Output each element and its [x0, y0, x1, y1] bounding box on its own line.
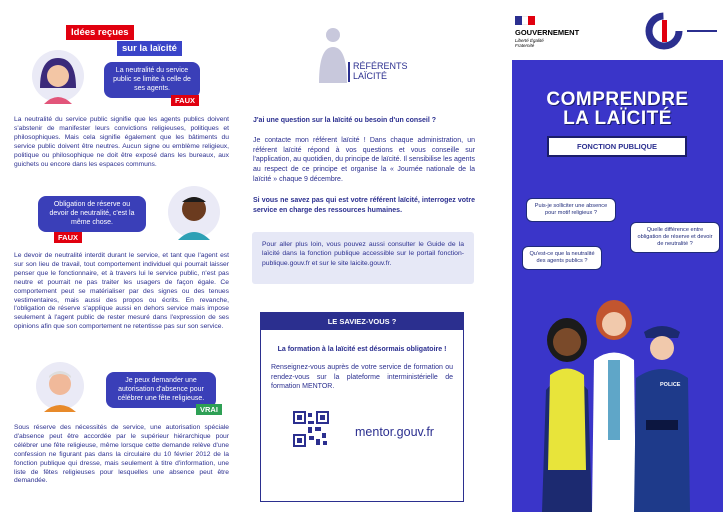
- verdict-2: FAUX: [54, 232, 82, 243]
- cover-subtitle: FONCTION PUBLIQUE: [547, 136, 687, 157]
- police-label: POLICE: [660, 382, 681, 388]
- characters-illustration: [522, 270, 717, 512]
- question-bubble-3: Qu'est-ce que la neutralité des agents publics ?: [522, 246, 602, 270]
- logo-line2: LAÏCITÉ: [353, 70, 388, 81]
- title-line1: COMPRENDRE: [546, 89, 689, 110]
- bubble-3: Je peux demander une autorisation d'absence pour célébrer une fête religieuse.: [106, 372, 216, 408]
- mentor-url[interactable]: mentor.gouv.fr: [355, 425, 434, 439]
- para-3: Sous réserve des nécessités de service, une autorisation spéciale d'absence peut être accordée par le supérieur hiérarchique pour célébrer une fête religieuse, même lorsque cette demande relève d'une confession ne figurant pas dans la circulaire du 10 février 2012 de la fonction publique qui dresse, mais seulement à titre d'information, une liste de fêtes religieuses pour lesquelles une absence peut être demandée.: [14, 424, 229, 485]
- cover-title: [512, 90, 723, 128]
- question-para: Je contacte mon référent laïcité ! Dans chaque administration, un référent laïcité répond à vos questions et vous conseille sur l'application, au quotidien, du principe de laïcité. Il sensibilise les agents au respect de ce principe et organise la « Journée nationale de la laïcité » chaque 9 décembre.: [253, 137, 475, 183]
- guide-text: Pour aller plus loin, vous pouvez aussi consulter le Guide de la laïcité dans la fonction publique accessible sur le portail fonction-publique.gouv.fr et sur le site laicite.gouv.fr.: [262, 241, 464, 267]
- police-character: [634, 326, 690, 512]
- woman-character: [542, 318, 592, 512]
- question-bubble-2: Quelle différence entre obligation de réserve et devoir de neutralité ?: [630, 222, 720, 253]
- logo-divider: [348, 62, 350, 82]
- man-avatar: [166, 184, 222, 240]
- guide-box: [252, 232, 474, 284]
- hr-note: Si vous ne savez pas qui est votre référent laïcité, interrogez votre service en charge des ressources humaines.: [253, 197, 475, 214]
- saviez-box: [260, 312, 464, 502]
- title-line2: LA LAÏCITÉ: [563, 108, 672, 129]
- saviez-bold: La formation à la laïcité est désormais obligatoire !: [277, 346, 447, 353]
- bubble-2: Obligation de réserve ou devoir de neutralité, c'est la même chose.: [38, 196, 146, 232]
- right-column: [495, 0, 725, 515]
- saviez-title: LE SAVIEZ-VOUS ?: [261, 313, 463, 330]
- bubble-1: La neutralité du service public se limite à celle de ses agents.: [104, 62, 200, 98]
- doctor-character: [592, 300, 636, 512]
- question-bubble-1: Puis-je solliciter une absence pour motif religieux ?: [526, 198, 616, 222]
- referents-logo: [353, 62, 408, 82]
- header-line1: Idées reçues: [66, 25, 134, 40]
- gov-title: GOUVERNEMENT: [515, 28, 580, 37]
- qr-code-icon: [293, 411, 329, 447]
- para-1: La neutralité du service public signifie que les agents publics doivent s'abstenir de manifester leurs convictions religieuses, politiques et philosophiques. Mais cela signifie également que les bâtiments du service public doivent être neutres. Aucun signe ou emblème religieux, politique ou philosophique ne doit être exposé dans les bureaux, aux guichets ou encore dans les espaces communs.: [14, 116, 229, 168]
- verdict-3: VRAI: [196, 404, 222, 415]
- middle-column: [240, 0, 485, 515]
- para-2: Le devoir de neutralité interdit durant le service, et tant que l'agent est sur son lieu de travail, tout comportement individuel qui pourrait laisser penser que le fonctionnaire, et à travers lui le service public, n'est pas neutre et pourrait ne pas traiter les usagers de façon égale. Ce comportement peut se matérialiser par des signes ou des tenues vestimentaires, mais aussi des propos ou écrits. En revanche, l'obligation de réserve s'applique aussi en dehors service mais impose seulement à l'agent public de rester mesuré dans l'expression de ses opinions afin que son comportement ne retentisse pas sur son service.: [14, 252, 229, 331]
- logo-caption-line: [687, 30, 717, 32]
- flag-icon: [515, 16, 535, 25]
- fonction-publique-logo-icon: [645, 12, 683, 50]
- verdict-1: FAUX: [171, 95, 199, 106]
- referents-figure-icon: [315, 25, 351, 85]
- cover-panel: [512, 60, 723, 512]
- left-column: [0, 0, 240, 515]
- question-heading: J'ai une question sur la laïcité ou besoin d'un conseil ?: [253, 117, 437, 124]
- saviez-text: Renseignez-vous auprès de votre service de formation ou rendez-vous sur la plateforme interministérielle de formation MENTOR.: [271, 364, 453, 391]
- gov-motto: Liberté Égalité Fraternité: [515, 38, 544, 49]
- elder-avatar: [34, 360, 86, 412]
- logo-line1: RÉFÉRENTS: [353, 61, 408, 71]
- header-line2: sur la laïcité: [117, 41, 182, 56]
- woman-avatar: [30, 48, 86, 104]
